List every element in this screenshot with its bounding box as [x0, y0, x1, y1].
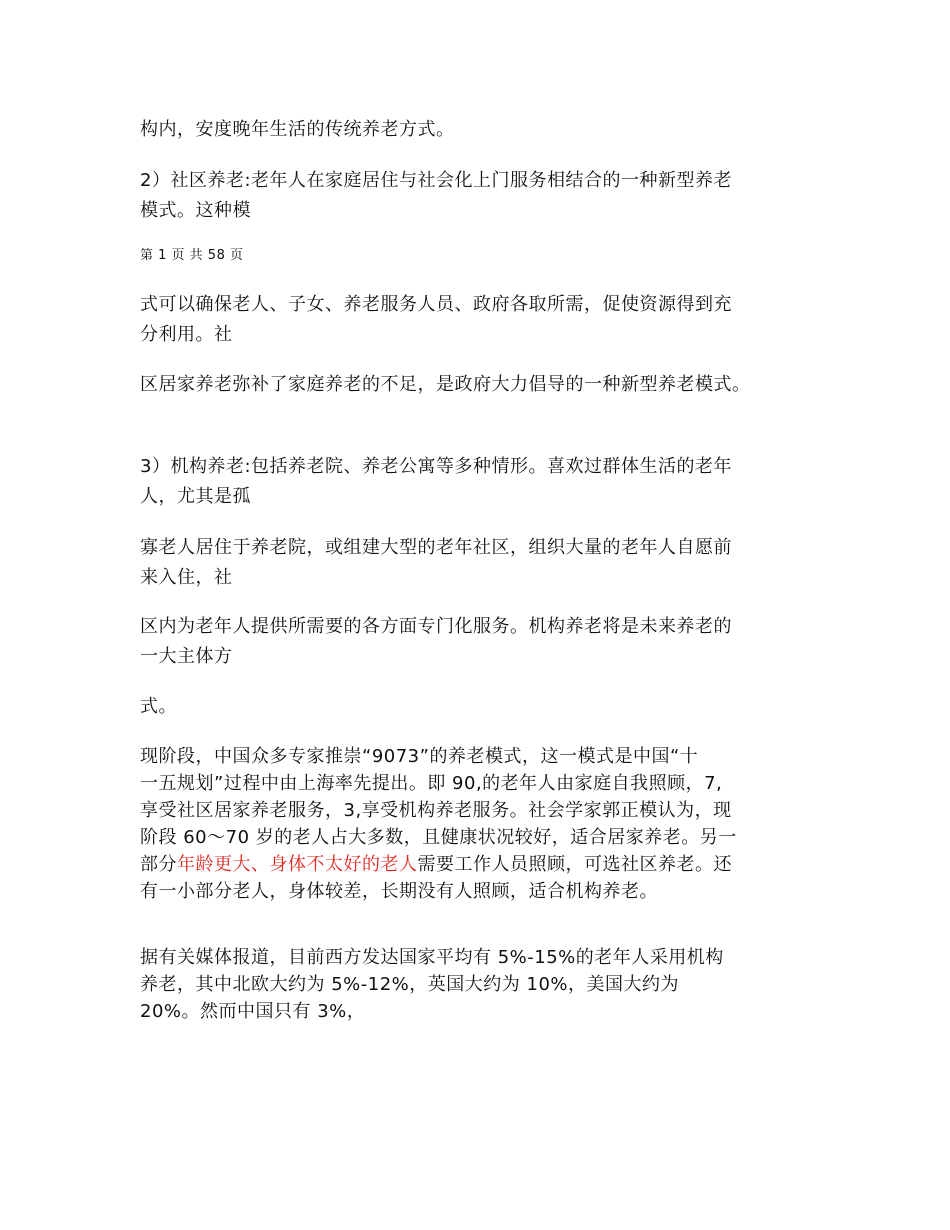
- paragraph-2-line-2: 模式。这种模: [140, 200, 251, 221]
- paragraph-9-line-6: 有一小部分老人，身体较差，长期没有人照顾，适合机构养老。: [140, 881, 658, 902]
- paragraph-9-line-5-pre: 部分: [140, 854, 177, 875]
- paragraph-7: [140, 612, 830, 672]
- paragraph-9-line-3: 享受社区居家养老服务，3,享受机构养老服务。社会学家郭正模认为，现: [140, 800, 732, 821]
- paragraph-5-line-2: 人，尤其是孤: [140, 486, 251, 507]
- highlighted-text: 年龄更大、身体不太好的老人: [177, 854, 418, 875]
- paragraph-10: [140, 944, 830, 1025]
- paragraph-10-line-1: 据有关媒体报道，目前西方发达国家平均有 5%-15%的老年人采用机构: [140, 947, 724, 968]
- paragraph-1-text: 构内，安度晚年生活的传统养老方式。: [140, 119, 455, 140]
- paragraph-10-line-3: 20%。然而中国只有 3%，: [140, 1001, 366, 1022]
- paragraph-5-line-1: 3）机构养老:包括养老院、养老公寓等多种情形。喜欢过群体生活的老年: [140, 456, 733, 477]
- paragraph-5: [140, 452, 830, 512]
- paragraph-6: [140, 533, 830, 593]
- paragraph-6-line-1: 寡老人居住于养老院，或组建大型的老年社区，组织大量的老年人自愿前: [140, 537, 732, 558]
- paragraph-7-line-2: 一大主体方: [140, 646, 233, 667]
- paragraph-9-line-4: 阶段 60～70 岁的老人占大多数，且健康状况较好，适合居家养老。另一: [140, 827, 737, 848]
- paragraph-8-text: 式。: [140, 696, 177, 717]
- paragraph-9-line-5: [140, 851, 830, 878]
- paragraph-4: [140, 370, 840, 400]
- paragraph-3-line-1: 式可以确保老人、子女、养老服务人员、政府各取所需，促使资源得到充: [140, 294, 732, 315]
- paragraph-9: [140, 743, 830, 905]
- paragraph-6-line-2: 来入住，社: [140, 567, 233, 588]
- paragraph-2-line-1: 2）社区养老:老年人在家庭居住与社会化上门服务相结合的一种新型养老: [140, 170, 733, 191]
- paragraph-10-line-2: 养老，其中北欧大约为 5%-12%，英国大约为 10%，美国大约为: [140, 974, 680, 995]
- page-number: 第 1 页 共 58 页: [140, 248, 244, 263]
- paragraph-3-line-2: 分利用。社: [140, 324, 233, 345]
- paragraph-9-line-1: 现阶段，中国众多专家推崇“9073”的养老模式，这一模式是中国“十: [140, 746, 699, 767]
- paragraph-8: [140, 692, 830, 722]
- paragraph-2: [140, 166, 830, 226]
- paragraph-3: [140, 290, 830, 350]
- paragraph-7-line-1: 区内为老年人提供所需要的各方面专门化服务。机构养老将是未来养老的: [140, 616, 732, 637]
- paragraph-4-text: 区居家养老弥补了家庭养老的不足，是政府大力倡导的一种新型养老模式。: [140, 374, 751, 395]
- paragraph-1: [140, 115, 830, 145]
- paragraph-9-line-2: 一五规划”过程中由上海率先提出。即 90,的老年人由家庭自我照顾，7,: [140, 773, 723, 794]
- paragraph-9-line-5-post: 需要工作人员照顾，可选社区养老。还: [417, 854, 732, 875]
